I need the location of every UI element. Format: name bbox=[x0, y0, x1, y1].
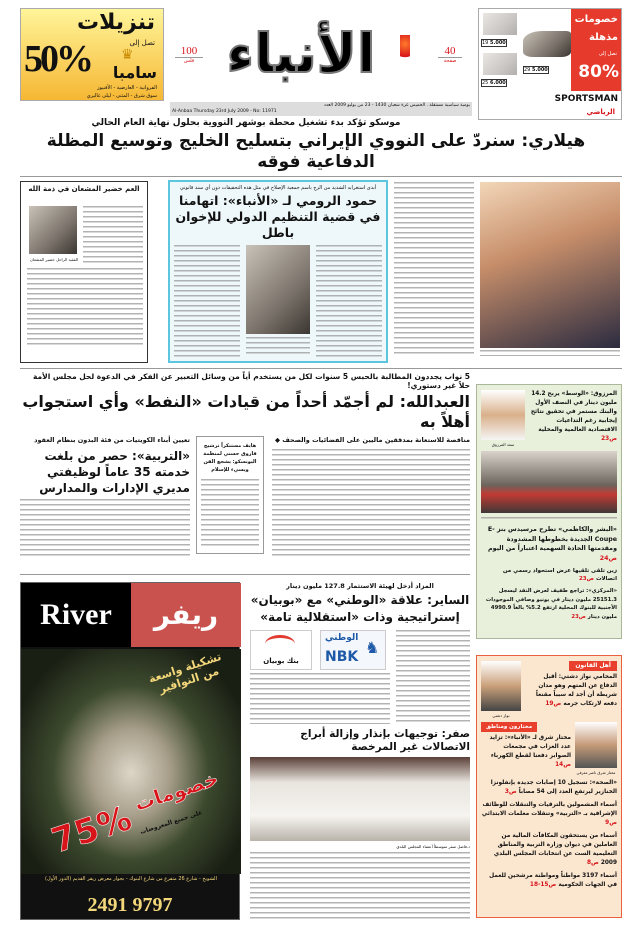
economy-item-text: زين تلقى تلقيها عرض استحواذ رسمي من اتصالات bbox=[502, 568, 617, 582]
roumi-body bbox=[174, 245, 240, 357]
economy-box bbox=[476, 384, 622, 639]
lead-kicker: موسكو تؤكد بدء تشغيل محطة بوشهر النووية بحلول نهاية العام الحالي bbox=[91, 118, 401, 128]
ad-right-sportsman[interactable] bbox=[478, 8, 622, 120]
price-tag bbox=[523, 66, 549, 74]
roumi-box bbox=[168, 180, 388, 363]
marzouq-photo bbox=[481, 390, 525, 440]
roumi-headline: حمود الرومي لـ «الأنباء»: اتهامنا في قضية التنظيم الدولي للإخوان باطل bbox=[175, 193, 381, 240]
new-price: 6.000 bbox=[489, 80, 506, 86]
news-item-text: «الصحة»: تسجيل 10 إصابات جديدة بإنفلونزا الخنازير ليرتفع العدد إلى 54 مصاباً bbox=[490, 780, 617, 795]
tender-headline: مناقصة للاستعانة بمدققين ماليين على الفضائيات والصحف ◆ bbox=[275, 436, 470, 444]
sayer-headline-1: الساير: علاقة «الوطني» مع «بوبيان» bbox=[250, 593, 470, 607]
river-discount-sub: على جميع المعروضات bbox=[139, 809, 204, 836]
tender-story bbox=[272, 436, 470, 558]
tarbiya-body bbox=[20, 499, 190, 558]
second-headline: العبدالله: لم أجمّد أحداً من قيادات «النفط» وأي استجواب أهلاً به bbox=[22, 392, 470, 431]
hillary-caption bbox=[480, 350, 620, 356]
news-row-mukhtar bbox=[481, 722, 617, 775]
nbk-ar: الوطني bbox=[325, 633, 359, 643]
sager-headline: صفر: توجيهات بإنذار وإزالة أبراج الاتصالات غير المرخصة bbox=[300, 728, 470, 753]
news-item[interactable] bbox=[481, 734, 571, 770]
hillary-body bbox=[394, 182, 474, 357]
sayer-body bbox=[250, 673, 390, 724]
sager-story bbox=[250, 728, 470, 920]
torch-icon bbox=[400, 35, 410, 65]
car-launch-photo bbox=[481, 451, 617, 513]
roumi-body-row bbox=[174, 245, 382, 357]
sager-caption: د.فاضل صفر متوسطاً أعضاء المجلس البلدي bbox=[396, 844, 470, 849]
news-item[interactable] bbox=[481, 801, 617, 828]
shoe-image bbox=[483, 13, 517, 35]
news-item-text: مختار شرق لـ «الأنباء»: تزايد عدد العزاب في مجمعات الصوابر دفعنا لقطع الكهرباء bbox=[489, 735, 571, 759]
news-item-text: أسماء المشمولين بالترقيات والتنقلات للوظائف الإشرافية بـ «التربية» وتنقلات معلمات الابتدائي bbox=[481, 802, 617, 817]
page-ref: ص23 bbox=[571, 613, 586, 620]
tender-title: مناقصة للاستعانة بمدققين ماليين على الفضائيات والصحف bbox=[282, 436, 470, 444]
camel-icon: ♞ bbox=[365, 638, 380, 657]
economy-item[interactable] bbox=[481, 567, 617, 583]
page-ref: ص14 bbox=[555, 762, 571, 768]
obituary-box bbox=[20, 181, 148, 363]
ad-upto: تصل إلى bbox=[598, 51, 617, 57]
economy-item-text: «البشر والكاظمي» تطرح مرسيدس بنز E-Coupe الجديدة بخطوطها المشدودة ومقدمتها الحادة السهمية اعتباراً من اليوم bbox=[487, 526, 617, 552]
ad-title: خصومات bbox=[574, 14, 618, 25]
ad-river[interactable] bbox=[20, 582, 240, 920]
economy-item[interactable] bbox=[481, 525, 617, 563]
bank-logo-row bbox=[250, 630, 390, 670]
economy-item[interactable] bbox=[529, 390, 617, 447]
pages-label bbox=[438, 45, 462, 64]
ad-brand: سامبا bbox=[112, 63, 157, 82]
news-item[interactable] bbox=[481, 872, 617, 890]
brand-en: SPORTSMAN bbox=[554, 94, 618, 104]
boubyan-logo bbox=[250, 630, 312, 670]
second-kicker: 5 نواب يجددون المطالبة بالحبس 5 سنوات لكل من يستخدم أياً من وسائل التعبير عن الفكر في الدعوة لحل مجلس الأمة حلاً غير دستوري! bbox=[32, 372, 470, 390]
tarbiya-story bbox=[20, 436, 190, 558]
news-item[interactable] bbox=[525, 673, 617, 709]
shoe-image bbox=[523, 31, 571, 57]
hillary-photo bbox=[480, 182, 620, 348]
sager-body bbox=[250, 852, 470, 920]
economy-item[interactable] bbox=[481, 587, 617, 621]
news-item[interactable] bbox=[481, 832, 617, 868]
news-box bbox=[476, 655, 622, 918]
news-item-text: المحامي نواز دشتي: أقبل الدفاع عن المتهم وهو مدان شريطة أن أجد له سبباً مقنعاً دفعه لارتكاب جرمه bbox=[535, 674, 617, 707]
dateline-ar: يومية سياسية مستقلة . الخميس غرة شعبان 1430 - 23 من يوليو 2009 العدد bbox=[323, 103, 470, 108]
ad-title: تنزيلات bbox=[77, 10, 155, 35]
roumi-photo-column bbox=[246, 245, 310, 357]
tarbiya-kicker: تعيين أبناء الكويتيات من فئة البدون بنظام العقود bbox=[34, 436, 190, 444]
divider bbox=[20, 574, 470, 575]
news-law-text bbox=[525, 661, 617, 718]
page-ref: ص23 bbox=[601, 436, 617, 442]
new-price: 5.000 bbox=[531, 67, 548, 73]
roumi-photo bbox=[246, 245, 310, 334]
lead-headline: هيلاري: سنردّ على النووي الإيراني بتسليح الخليج وتوسيع المظلة الدفاعية فوقه bbox=[46, 131, 586, 172]
price-tag bbox=[481, 39, 507, 47]
sager-meeting-photo bbox=[250, 757, 470, 841]
old-price: 19 bbox=[482, 40, 489, 46]
ad-places-2: سوق شرق - المثنى - ليلى غاليري bbox=[86, 93, 157, 99]
farouk-body bbox=[201, 479, 259, 549]
new-price: 5.000 bbox=[489, 40, 506, 46]
page-ref: ص9 bbox=[605, 820, 617, 826]
river-discount-word: خصومات bbox=[131, 766, 222, 816]
shoe-image bbox=[483, 53, 517, 75]
river-phone: 2491 9797 bbox=[87, 894, 173, 916]
sayer-body bbox=[396, 630, 470, 724]
economy-item-text: المرزوق: «الوسط» يربح 14.2 مليون دينار في النصف الأول والبنك مستمر في تحقيق نتائج إيجابية رغم التداعيات الاقتصادية العالمية والمحلية bbox=[530, 391, 617, 433]
old-price: 25 bbox=[482, 80, 489, 86]
divider bbox=[20, 368, 622, 369]
page-ref: ص8 bbox=[586, 860, 599, 866]
page-ref: ص15-18 bbox=[529, 882, 557, 888]
mukhtar-caption: مختار شرق ناصر معرفي bbox=[576, 770, 616, 775]
obituary-caption: الفقيد الراحل خضير المشعان bbox=[29, 257, 79, 262]
crown-icon: ♛ bbox=[121, 47, 134, 63]
mukhtar-photo bbox=[575, 722, 617, 768]
newspaper-logo: الأنباء bbox=[226, 22, 376, 85]
farouk-headline: هايف مستنكراً ترشيح فاروق حسني لمنظمة اليونسكو: يشجع الفن ويسيء للإسلام bbox=[203, 443, 257, 473]
obituary-body bbox=[27, 268, 143, 348]
obituary-body bbox=[83, 206, 143, 264]
dashti-photo bbox=[481, 661, 521, 711]
ad-left-samba[interactable] bbox=[20, 8, 164, 101]
pages-value: 40 bbox=[444, 45, 456, 57]
news-item-text: أسماء من يستحقون المكافآت المالية من العاملين في ديوان وزارة التربية والمناطق التعليمية الست عن انتخابات المجلس البلدي 2009 bbox=[493, 833, 617, 866]
tarbiya-headline: «التربية»: حصر من بلغت خدمته 35 عاماً لوظيفتي مديري الإدارات والمدارس bbox=[39, 449, 190, 495]
river-discount: 75% bbox=[46, 798, 137, 862]
news-item[interactable] bbox=[481, 779, 617, 797]
roumi-body bbox=[246, 337, 310, 357]
marzouq-photo-column bbox=[481, 390, 525, 447]
economy-top-row bbox=[481, 390, 617, 447]
section-label: مختارون ومناطق bbox=[481, 722, 537, 732]
river-address: الشويخ - شارع 26 متفرع من شارع البنوك - بجوار معرض ريفر القديم (الدور الأول) bbox=[45, 876, 217, 882]
news-mukhtar-text bbox=[481, 722, 571, 775]
river-tagline: تشكيلة واسعة من النوافير bbox=[147, 649, 223, 696]
price-tag bbox=[481, 79, 507, 87]
car-caption bbox=[481, 517, 617, 521]
roumi-body bbox=[316, 245, 382, 357]
pages-unit: صفحة bbox=[438, 57, 462, 64]
page-ref: ص23 bbox=[578, 576, 595, 582]
roumi-kicker: أبدى استغرابه الشديد من الزج باسم جمعية الإصلاح في مثل هذه التحقيقات دون أي سند قانوني bbox=[179, 185, 377, 191]
price-unit: فلس bbox=[175, 57, 203, 64]
dashti-caption: نواز دشتي bbox=[492, 713, 510, 718]
old-price: 29 bbox=[524, 67, 531, 73]
river-brand-en: River bbox=[21, 583, 131, 647]
ad-title-2: مذهلة bbox=[588, 32, 618, 43]
news-item-text: أسماء 3197 مواطناً ومواطنة مرشحين للعمل في الجهات الحكومية bbox=[489, 873, 617, 888]
boubyan-swoosh bbox=[265, 635, 295, 653]
divider bbox=[20, 176, 622, 177]
sayer-body-row bbox=[250, 630, 470, 724]
sayer-kicker: المزاد أدخل لهيئة الاستثمار 127.8 مليون دينار bbox=[286, 582, 434, 590]
section-label: أهل القانون bbox=[569, 661, 617, 671]
page-ref: ص3 bbox=[504, 789, 517, 795]
dateline-en: Al-Anbaa Thursday 23rd July 2009 - No: 11971 bbox=[172, 109, 277, 114]
news-row-law bbox=[481, 661, 617, 718]
boubyan-name: بنك بوبيان bbox=[263, 657, 299, 665]
ad-places: الفروانية - العارضية - الأفنيوز bbox=[97, 85, 157, 91]
nbk-logo bbox=[320, 630, 386, 670]
price-label bbox=[175, 45, 203, 64]
price-value: 100 bbox=[180, 45, 198, 57]
ad-percent: 80% bbox=[578, 62, 619, 82]
farouk-box bbox=[196, 436, 264, 554]
marzouq-caption: سعد المرزوق bbox=[491, 442, 515, 447]
obituary-photo bbox=[29, 206, 77, 254]
sayer-story bbox=[250, 582, 470, 724]
tender-body bbox=[272, 449, 470, 558]
mukhtar-photo-column bbox=[575, 722, 617, 775]
economy-item-text: «المركزي»: تراجع طفيف لعرض النقد ليسجل 25151.3 مليون دينار في يونيو وصافي الموجودات الأجنبية للبنوك المحلية ارتفع 5.2% بالغاً 4990.9 مليون دينار bbox=[485, 588, 617, 620]
river-brand-ar: ريفر bbox=[131, 583, 241, 647]
brand-ar: الرياضي bbox=[586, 108, 615, 116]
page-ref: ص19 bbox=[545, 701, 562, 707]
nbk-en: NBK bbox=[325, 649, 359, 665]
ad-percent: 50% bbox=[24, 38, 91, 80]
sayer-headline-2: إستراتيجية وذات «استقلالية تامة» bbox=[260, 610, 460, 624]
dashti-photo-column bbox=[481, 661, 521, 718]
ad-sub: تصل إلى bbox=[129, 39, 155, 47]
dateline-bar bbox=[170, 102, 472, 116]
obituary-title: العم خضير المشعان في ذمة الله bbox=[28, 185, 140, 193]
bank-logos bbox=[250, 630, 390, 724]
page-ref: ص24 bbox=[599, 554, 617, 562]
